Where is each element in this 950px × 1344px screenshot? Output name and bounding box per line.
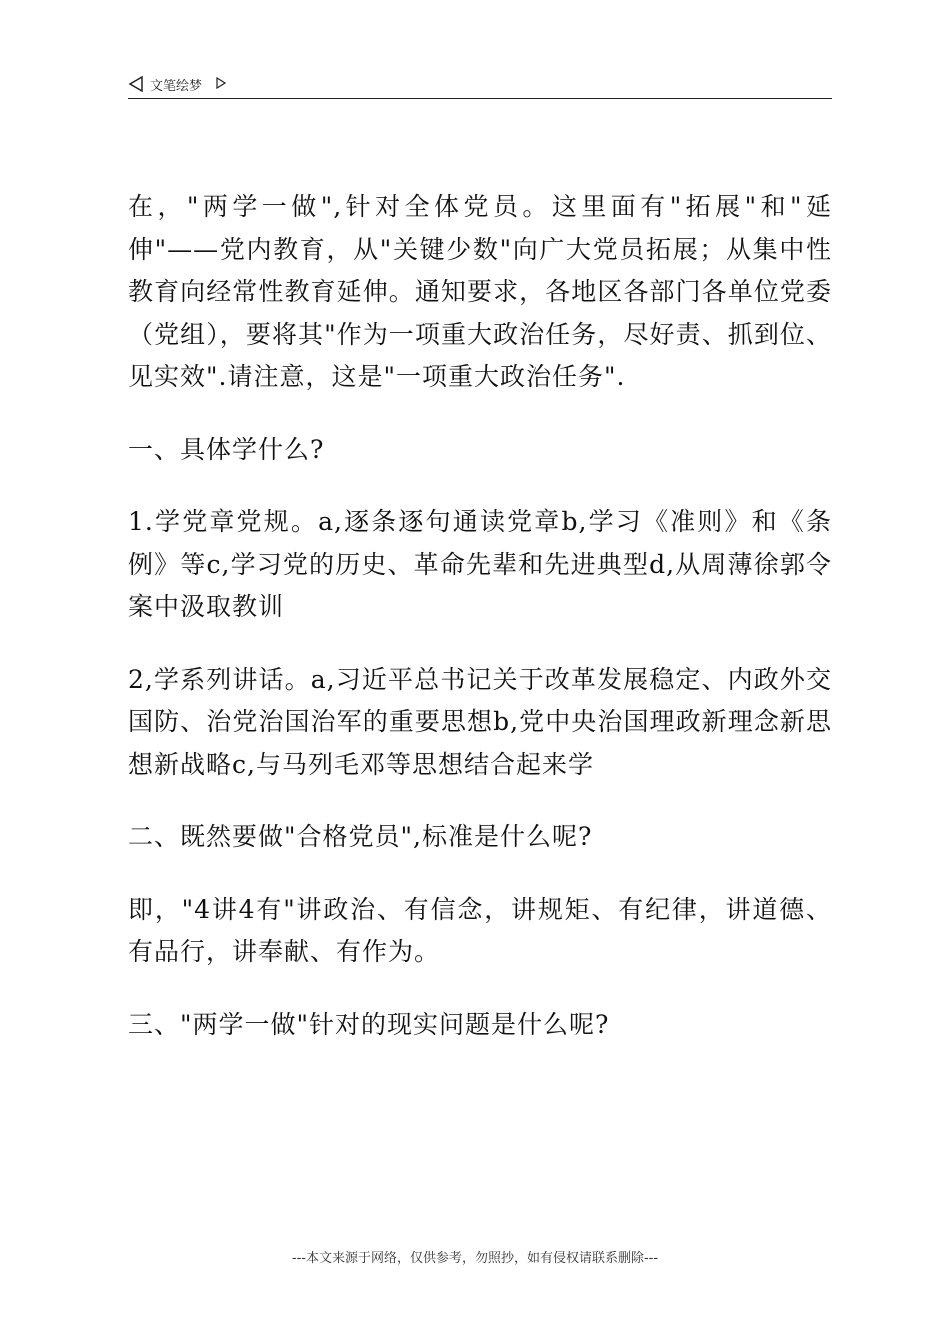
section-heading-2: 二、既然要做"合格党员",标准是什么呢? bbox=[128, 822, 593, 851]
section-heading-1: 一、具体学什么? bbox=[128, 434, 325, 464]
triangle-left-outline-icon bbox=[128, 76, 144, 92]
page-footer: ---本文来源于网络，仅供参考，勿照抄，如有侵权请联系删除--- bbox=[291, 1251, 659, 1266]
paragraph-intro: 在，"两学一做",针对全体党员。这里面有"拓展"和"延伸"——党内教育，从"关键少数"向广大党员拓展；从集中性教育向经常性教育延伸。通知要求，各地区各部门各单位党委（党组），要将其"作为一项重大政治任务，尽好责、抓到位、见实效".请注意，这是"一项重大政治任务". bbox=[128, 192, 832, 391]
paragraph-standards: 即，"4讲4有"讲政治、有信念，讲规矩、有纪律，讲道德、有品行，讲奉献、有作为。 bbox=[128, 894, 832, 966]
header-title: 文笔绘梦 bbox=[150, 79, 203, 94]
document-body bbox=[128, 186, 832, 1046]
section-heading-3: 三、"两学一做"针对的现实问题是什么呢? bbox=[128, 1009, 610, 1039]
triangle-right-outline-icon bbox=[216, 77, 226, 89]
list-item-1: 1.学党章党规。a,逐条逐句通读党章b,学习《准则》和《条例》等c,学习党的历史、革命先辈和先进典型d,从周薄徐郭令案中汲取教训 bbox=[128, 507, 832, 621]
page-header bbox=[128, 72, 832, 99]
list-item-2: 2,学系列讲话。a,习近平总书记关于改革发展稳定、内政外交国防、治党治国治军的重要思想b,党中央治国理政新理念新思想新战略c,与马列毛邓等思想结合起来学 bbox=[128, 664, 832, 779]
